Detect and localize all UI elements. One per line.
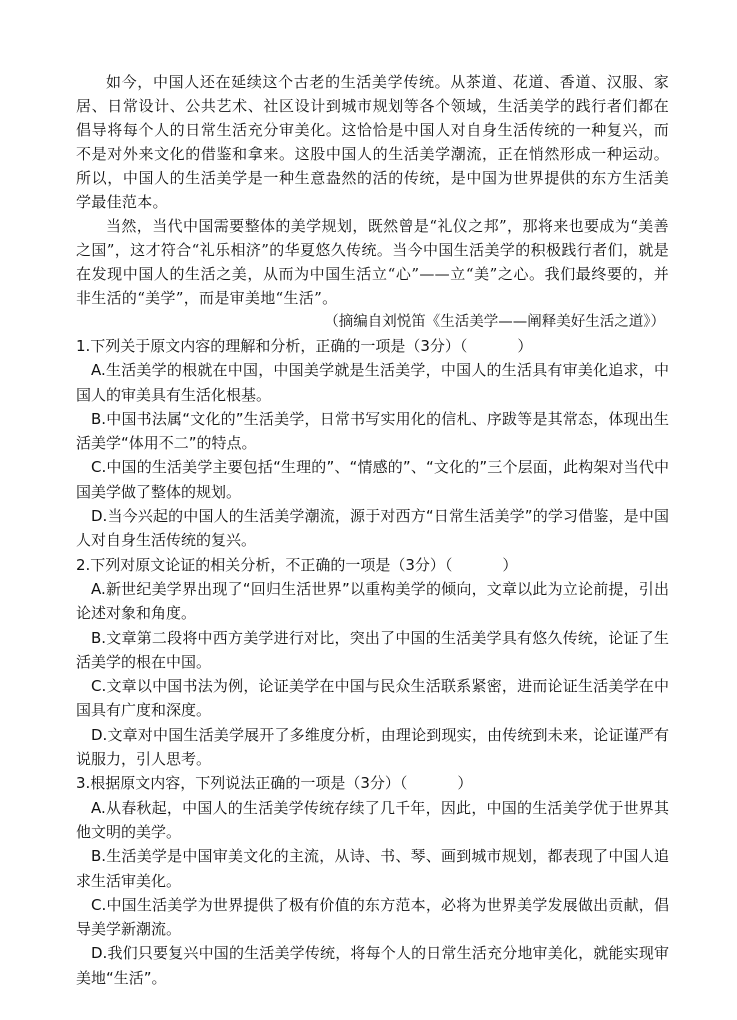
question-stem	[76, 553, 669, 577]
option-a: A.生活美学的根就在中国，中国美学就是生活美学，中国人的生活具有审美化追求，中国人的审美具有生活化根基。	[76, 361, 669, 404]
question-stem-text: 2.下列对原文论证的相关分析，不正确的一项是（3分）（	[76, 555, 453, 574]
option-a: A.从春秋起，中国人的生活美学传统存续了几千年，因此，中国的生活美学优于世界其他文明的美学。	[76, 798, 669, 841]
question-stem	[76, 334, 669, 358]
option-c: C.中国的生活美学主要包括“生理的”、“情感的”、“文化的”三个层面，此构架对当代中国美学做了整体的规划。	[76, 458, 669, 501]
question-stem-close: ）	[457, 774, 473, 793]
option-d: D.文章对中国生活美学展开了多维度分析，由理论到现实，由传统到未来，论证谨严有说服力，引人思考。	[76, 725, 669, 769]
passage-source: （摘编自刘悦笛《生活美学——阐释美好生活之道》）	[324, 314, 665, 330]
question-stem	[76, 771, 669, 795]
question-stem-text: 3.根据原文内容，下列说法正确的一项是（3分）（	[76, 774, 408, 793]
question-1	[76, 334, 669, 553]
option-b: B.文章第二段将中西方美学进行对比，突出了中国的生活美学具有悠久传统，论证了生活美学的根在中国。	[76, 628, 669, 671]
option-d: D.我们只要复兴中国的生活美学传统，将每个人的日常生活充分地审美化，就能实现审美地“生活”。	[76, 944, 669, 987]
question-stem-close: ）	[517, 337, 533, 355]
passage-paragraph: 当然，当代中国需要整体的美学规划，既然曾是“礼仪之邦”，那将来也要成为“美善之国”，这才符合“礼乐相济”的华夏悠久传统。当今中国生活美学的积极践行者们，就是在发现中国人的生活之美，从而为中国生活立“心”——立“美”之心。我们最终要的，并非生活的“美学”，而是审美地“生活”。	[76, 217, 669, 307]
option-a: A.新世纪美学界出现了“回归生活世界”以重构美学的倾向，文章以此为立论前提，引出论述对象和角度。	[76, 579, 669, 623]
option-d: D.当今兴起的中国人的生活美学潮流，源于对西方“日常生活美学”的学习借鉴，是中国人对自身生活传统的复兴。	[76, 507, 669, 550]
question-2	[76, 553, 669, 772]
question-stem-close: ）	[502, 555, 518, 574]
passage-paragraph: 如今，中国人还在延续这个古老的生活美学传统。从茶道、花道、香道、汉服、家居、日常设计、公共艺术、社区设计到城市规划等各个领域，生活美学的践行者们都在倡导将每个人的日常生活充分审美化。这恰恰是中国人对自身生活传统的一种复兴，而不是对外来文化的借鉴和拿来。这股中国人的生活美学潮流，正在悄然形成一种运动。所以，中国人的生活美学是一种生意盎然的活的传统，是中国为世界提供的东方生活美学最佳范本。	[76, 73, 669, 211]
option-c: C.中国生活美学为世界提供了极有价值的东方范本，必将为世界美学发展做出贡献，倡导美学新潮流。	[76, 895, 669, 939]
option-b: B.中国书法属“文化的”生活美学，日常书写实用化的信札、序跋等是其常态，体现出生活美学“体用不二”的特点。	[76, 409, 669, 453]
question-stem-text: 1.下列关于原文内容的理解和分析，正确的一项是（3分）（	[76, 337, 468, 355]
question-3	[76, 771, 669, 990]
option-c: C.文章以中国书法为例，论证美学在中国与民众生活联系紧密，进而论证生活美学在中国具有广度和深度。	[76, 677, 669, 720]
question-list	[76, 334, 669, 990]
reading-passage	[76, 70, 669, 310]
option-b: B.生活美学是中国审美文化的主流，从诗、书、琴、画到城市规划，都表现了中国人追求生活审美化。	[76, 847, 669, 890]
